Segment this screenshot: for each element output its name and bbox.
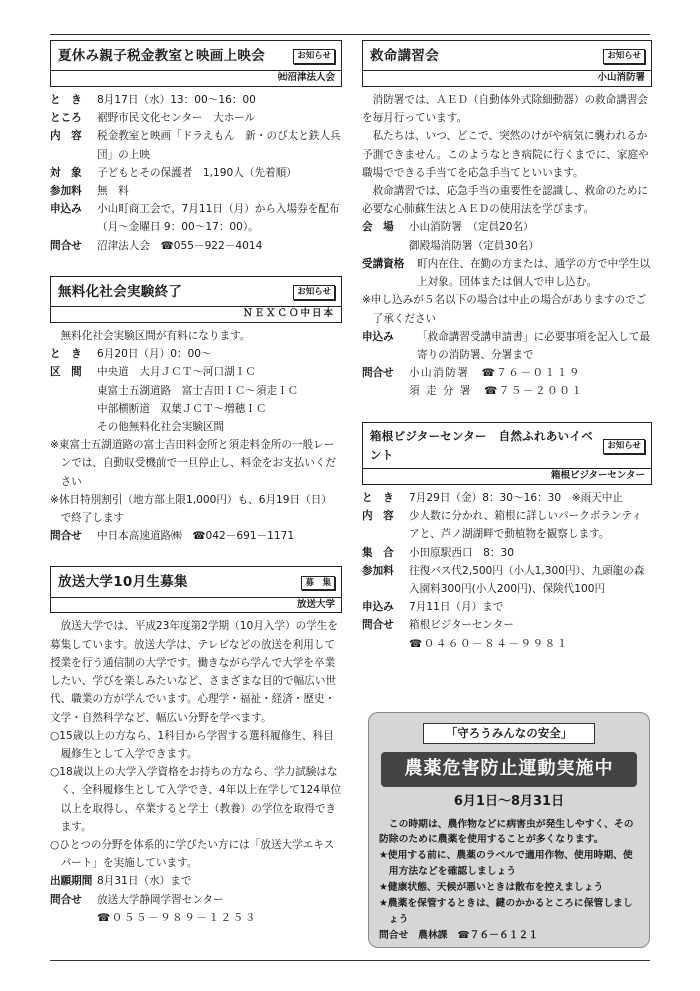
info-row: 問合せ 沼津法人会 ☎055－922－4014	[50, 239, 263, 252]
nexco-intro: 無料化社会実験区間が有料になります。	[60, 329, 251, 342]
nexco-header-box	[50, 276, 342, 323]
pesticide-notice	[368, 712, 650, 948]
info-row: 申込み 小山町商工会で、7月11日（月）から入場券を配布（月～金曜日 9：00～17：00）。	[50, 203, 340, 234]
venue-item: 小山消防署 （定員20名）	[409, 221, 534, 234]
rescue-section	[362, 40, 652, 401]
info-row: 対 象 子どもとその保護者 1,190人（先着順）	[50, 166, 297, 179]
info-row: 問合せ 小山消防署 ☎７６－０１１９ 須 走 分 署 ☎７５－２００１	[362, 364, 652, 400]
univ-paragraph: 放送大学では、平成23年度第2学期（10月入学）の学生を募集しています。放送大学は、テレビなどの放送を利用して授業を行う通信制の大学です。働きながら学んで大学を卒業したい、学びを楽しみたいなど、さまざまな目的で幅広い世代、職業の方が学んでいます。心理学・福祉・経済・歴史・文学・自然科学など、幅広い分野を学べます。	[50, 620, 338, 724]
info-row: 受講資格 町内在住、在勤の方または、通学の方で中学生以上対象。団体または個人で申し込む。	[362, 257, 651, 289]
notice-dates: 6月1日～8月31日	[453, 794, 565, 810]
hakone-section	[362, 422, 652, 653]
movie-header-box	[50, 40, 342, 87]
info-row: 問合せ 箱根ビジターセンター	[362, 619, 514, 632]
info-row: 問合せ 中日本高速道路㈱ ☎042－691－1171	[50, 530, 295, 543]
notice-bullet: ★農薬を保管するときは、鍵のかかるところに保管しましょう	[379, 897, 633, 925]
rescue-title: 救命講習会	[370, 48, 439, 64]
univ-section	[50, 566, 342, 927]
nexco-org: ＮＥＸＣＯ中日本	[51, 306, 341, 322]
univ-org: 放送大学	[51, 597, 341, 613]
notice-banner: 農薬危害防止運動実施中	[381, 752, 637, 787]
info-row: と き 6月20日（月）0：00～	[50, 348, 212, 361]
area-item: 中央道 大月ＪＣＴ～河口湖ＩＣ	[97, 366, 256, 379]
rescue-org: 小山消防署	[363, 70, 651, 86]
hakone-header-box	[362, 422, 652, 485]
univ-badge: 募 集	[301, 576, 335, 590]
notice-body	[379, 817, 639, 944]
rescue-header-box	[362, 40, 652, 87]
info-row: 会 場 小山消防署 （定員20名） 御殿場消防署（定員30名）	[362, 218, 652, 254]
univ-bullet: ○18歳以上の大学入学資格をお持ちの方なら、学力試験はなく、全科履修生として入学でき、4年以上在学して124単位以上を取得し、卒業すると学士（教養）の学位を取得できます。	[50, 766, 342, 833]
movie-rows	[50, 91, 342, 255]
area-item: 東富士五湖道路 富士吉田ＩＣ～須走ＩＣ	[97, 384, 299, 397]
hakone-title: 箱根ビジターセンター 自然ふれあいイベント	[370, 428, 594, 463]
contact-item: 須 走 分 署 ☎７５－２００１	[409, 385, 584, 398]
nexco-section	[50, 276, 342, 546]
venue-item: 御殿場消防署（定員30名）	[409, 239, 540, 252]
movie-title: 夏休み親子税金教室と映画上映会	[58, 48, 265, 64]
contact-item: 小山消防署 ☎７６－０１１９	[409, 367, 581, 380]
notice-bullet: ★使用する前に、農薬のラベルで適用作物、使用時期、使用方法などを確認しましょう	[379, 850, 633, 878]
notice-contact: 問合せ 農林課 ☎７６－６１２１	[379, 929, 539, 941]
univ-header-box	[50, 566, 342, 613]
info-row: 申込み 7月11日（月）まで	[362, 601, 504, 614]
notice-subtitle: 「守ろうみんなの安全」	[423, 723, 595, 744]
univ-tel: ☎０５５－９８９－１２５３	[97, 911, 257, 924]
nexco-note: ※休日特別割引（地方部上限1,000円）も、6月19日（日）で終了します	[50, 493, 332, 525]
info-row: 内 容 税金教室と映画「ドラえもん 新・のび太と鉄人兵団」の上映	[50, 130, 341, 161]
info-row: 参加料 往復バス代2,500円（小人1,300円）、九頭龍の森入園料300円(小人200円)、保険代100円	[362, 564, 645, 595]
info-row: 問合せ 放送大学静岡学習センター	[50, 893, 224, 906]
info-row: 申込み 「救命講習受講申請書」に必要事項を記入して最寄りの消防署、分署まで	[362, 330, 651, 361]
info-row: 区 間 中央道 大月ＪＣＴ～河口湖ＩＣ 東富士五湖道路 富士吉田ＩＣ～須走ＩＣ 中部横断道 双葉ＪＣＴ～増穂ＩＣ その他無料化社会実験区間	[50, 363, 342, 436]
hakone-badge: お知らせ	[603, 439, 645, 453]
area-item: その他無料化社会実験区間	[97, 420, 225, 433]
rescue-paragraph: 消防署では、ＡＥＤ（自動体外式除細動器）の救命講習会を毎月行っています。	[362, 93, 649, 125]
univ-title: 放送大学10月生募集	[58, 574, 188, 591]
info-row: ところ 裾野市民文化センター 大ホール	[50, 112, 256, 125]
info-row: 参加料 無 料	[50, 185, 129, 198]
univ-bullet: ○15歳以上の方なら、1科目から学習する選科履修生、科目履修生として入学できます。	[50, 729, 334, 760]
info-row: 出願期間 8月31日（水）まで	[50, 875, 192, 888]
right-column	[362, 40, 652, 674]
nexco-badge: お知らせ	[293, 285, 335, 299]
notice-intro: この時期は、農作物などに病害虫が発生しやすく、その防除のために農薬を使用することが多くなります。	[379, 818, 634, 846]
rescue-badge: お知らせ	[603, 49, 645, 63]
top-rule	[50, 34, 650, 35]
movie-section	[50, 40, 342, 255]
left-column	[50, 40, 342, 948]
bottom-rule	[50, 960, 650, 961]
movie-badge: お知らせ	[293, 49, 335, 63]
rescue-paragraph: 私たちは、いつ、どこで、突然のけがや病気に襲われるか予測できません。このようなとき病院に行くまでに、家庭や職場でできる手当てを応急手当てといいます。	[362, 130, 649, 179]
hakone-tel: ☎０４６０－８４－９９８１	[409, 637, 569, 650]
notice-bullet: ★健康状態、天候が悪いときは散布を控えましょう	[379, 882, 604, 893]
movie-org: ㈳沼津法人会	[51, 70, 341, 86]
nexco-title: 無料化社会実験終了	[58, 283, 183, 300]
nexco-note: ※東富士五湖道路の富士吉田料金所と須走料金所の一般レーンでは、自動収受機前で一旦停止し、料金をお支払いください	[50, 439, 337, 488]
info-row: と き 7月29日（金）8：30～16：30 ※雨天中止	[362, 491, 623, 504]
info-row: 集 合 小田原駅西口 8：30	[362, 546, 514, 559]
info-row: と き 8月17日（水）13：00～16：00	[50, 93, 256, 106]
rescue-paragraph: 救命講習では、応急手当の重要性を認識し、救命のために必要な心肺蘇生法とＡＥＤの使用法を学びます。	[362, 185, 649, 216]
rescue-note: ※申し込みが５名以下の場合は中止の場合がありますのでご了承ください	[362, 294, 647, 325]
info-row: 内 容 少人数に分かれ、箱根に詳しいパークボランティアと、芦ノ湖湖畔で動植物を観察します。	[362, 510, 642, 541]
area-item: 中部横断道 双葉ＪＣＴ～増穂ＩＣ	[97, 402, 267, 415]
hakone-org: 箱根ビジターセンター	[363, 468, 651, 484]
univ-bullet: ○ひとつの分野を体系的に学びたい方には「放送大学エキスパート」を実施しています。	[50, 839, 335, 870]
